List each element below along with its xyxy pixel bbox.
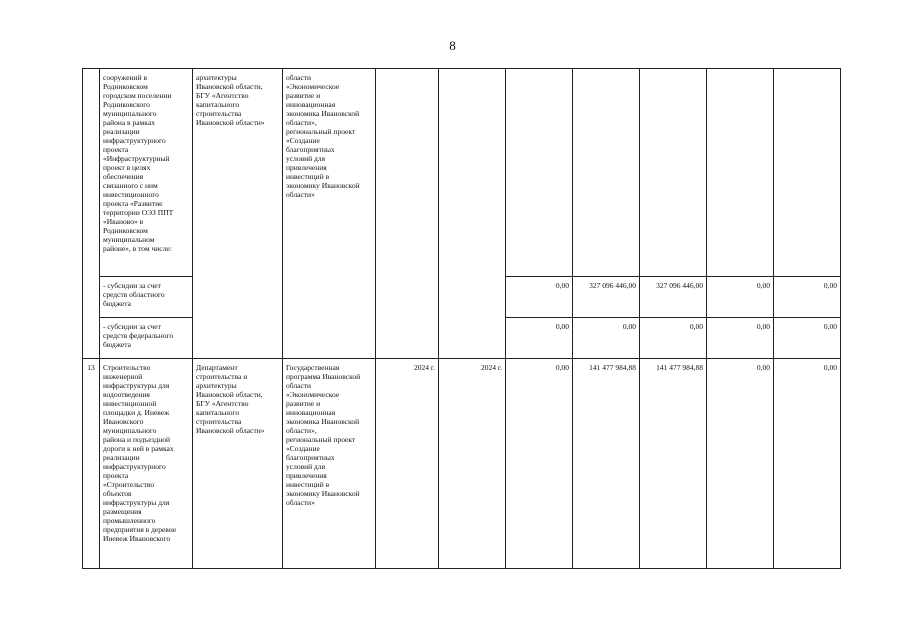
amount-cell: 0,00 xyxy=(573,318,640,359)
object-name-cell: Строительство инженерной инфраструктуры для водоотведения инвестиционной площадки д. Иневеж Ивановского муниципального района и подъездной дороги к ней в рамках реализации инфраструктурного проекта «Строительство объектов инфраструктуры для размещения промышленного предприятия в деревне Иневеж Ивановского xyxy=(100,359,193,569)
object-name-cell: - субсидии за счет средств областного бюджета xyxy=(100,277,193,318)
amount-cell xyxy=(640,69,707,277)
amount-cell xyxy=(506,69,573,277)
program-cell: области «Экономическое развитие и инновационная экономика Ивановской области», региональный проект «Создание благоприятных условий для привлечения инвестиций в экономику Ивановской области» xyxy=(283,69,376,359)
amount-cell: 0,00 xyxy=(506,277,573,318)
table-row xyxy=(83,359,841,569)
amount-cell: 0,00 xyxy=(640,318,707,359)
amount-cell: 141 477 984,88 xyxy=(640,359,707,569)
row-number-cell xyxy=(83,69,100,359)
object-name-cell: - субсидии за счет средств федерального бюджета xyxy=(100,318,193,359)
amount-cell: 0,00 xyxy=(774,318,841,359)
amount-cell: 327 096 446,00 xyxy=(640,277,707,318)
amount-cell: 0,00 xyxy=(774,359,841,569)
amount-cell: 141 477 984,88 xyxy=(573,359,640,569)
amount-cell: 0,00 xyxy=(774,277,841,318)
row-number-cell: 13 xyxy=(83,359,100,569)
program-cell: Государственная программа Ивановской области «Экономическое развитие и инновационная экономика Ивановской области», региональный проект «Создание благоприятных условий для привлечения инвестиций в экономику Ивановской области» xyxy=(283,359,376,569)
end-year-cell xyxy=(439,69,506,359)
amount-cell: 0,00 xyxy=(707,318,774,359)
amount-cell: 327 096 446,00 xyxy=(573,277,640,318)
start-year-cell: 2024 г. xyxy=(376,359,439,569)
amount-cell: 0,00 xyxy=(707,277,774,318)
amount-cell: 0,00 xyxy=(506,359,573,569)
executor-cell: архитектуры Ивановской области, БГУ «Агентство капитального строительства Ивановской области» xyxy=(193,69,283,359)
object-name-cell: сооружений в Родниковском городском поселении Родниковского муниципального района в рамках реализации инфраструктурного проекта «Инфраструктурный проект в целях обеспечения связанного с ним инвестиционного проекта «Развитие территории ОЭЗ ППТ «Иваново» в Родниковском муниципальном районе», в том числе: xyxy=(100,69,193,277)
amount-cell xyxy=(774,69,841,277)
end-year-cell: 2024 г. xyxy=(439,359,506,569)
amount-cell: 0,00 xyxy=(506,318,573,359)
amount-cell xyxy=(573,69,640,277)
amount-cell xyxy=(707,69,774,277)
executor-cell: Департамент строительства и архитектуры Ивановской области, БГУ «Агентство капитального строительства Ивановской области» xyxy=(193,359,283,569)
program-table xyxy=(82,68,841,569)
amount-cell: 0,00 xyxy=(707,359,774,569)
start-year-cell xyxy=(376,69,439,359)
table-row xyxy=(83,69,841,277)
page-number: 8 xyxy=(449,38,456,53)
